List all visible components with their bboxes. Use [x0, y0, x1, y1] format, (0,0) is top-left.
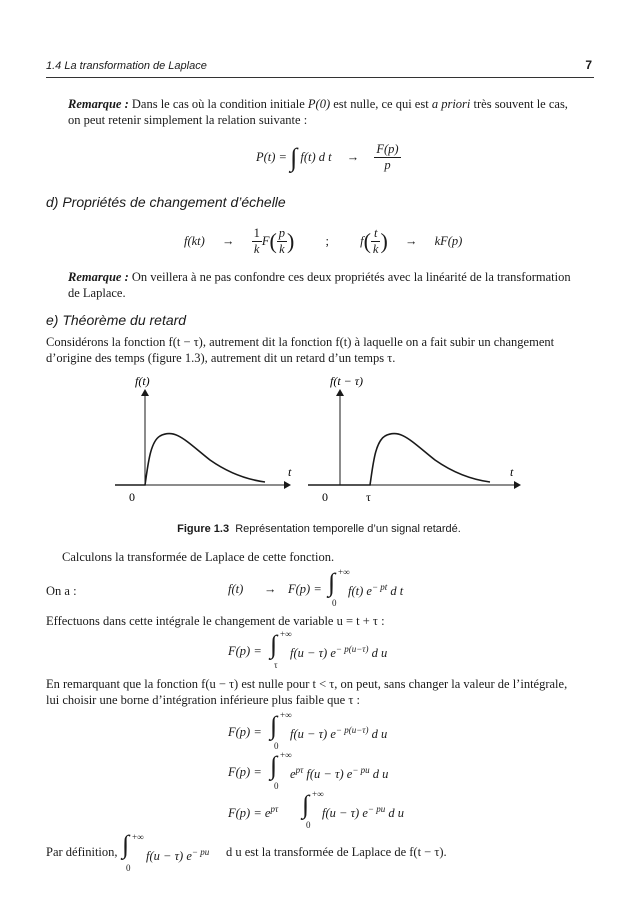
remark-line1: En remarquant que la fonction f(u − τ) est nulle pour t < τ, on peut, sans changer la valeur de l’intégrale,	[46, 677, 568, 691]
figure-caption-label: Figure 1.3	[177, 523, 230, 535]
eq2-integrand-text: f(u − τ) e	[290, 646, 336, 661]
integral-sign: ∫	[270, 711, 278, 740]
left-paren: (	[363, 228, 371, 254]
remark-linearity	[68, 269, 594, 301]
scale-rhs2: kF(p)	[434, 234, 463, 248]
eq-p-num: F(p)	[376, 142, 399, 156]
eq4-du: d u	[372, 767, 389, 782]
eq5-integrand-text: f(u − τ) e	[322, 806, 368, 821]
eq3-integrand	[290, 725, 387, 742]
eq1-mid: F(p) =	[288, 582, 322, 596]
eq5-lhs-wrap	[228, 804, 278, 821]
eq4-e: e	[290, 767, 296, 782]
scale-inner-frac	[277, 226, 287, 257]
eq3-exponent: − p(u−τ)	[335, 725, 369, 735]
eq1-integrand-text: f(t) e	[348, 584, 372, 599]
left-origin-label: 0	[129, 490, 135, 504]
para-e-line2: d’origine des temps (figure 1.3), autrement dit un retard d’un temps τ.	[46, 351, 396, 365]
eq4-integrand-text: f(u − τ) e	[306, 767, 353, 782]
def-integrand	[146, 844, 209, 864]
integral-sign: ∫	[270, 751, 278, 780]
eq5-lower-limit: 0	[306, 820, 311, 830]
paragraph-lower-bound	[46, 676, 594, 708]
eq5-du: d u	[388, 806, 404, 821]
equation-factored-inside	[228, 750, 448, 793]
equation-factored-outside	[228, 789, 458, 832]
eq5-exponent2: − pu	[367, 804, 386, 814]
eq4-exponent1: pτ	[295, 765, 304, 775]
arrow-icon: →	[264, 582, 277, 596]
eq2-upper-limit: +∞	[280, 629, 292, 639]
eq1-lower-limit: 0	[332, 598, 337, 608]
scale-lhs1: f(kt)	[184, 234, 205, 248]
eq5-integrand	[322, 804, 404, 821]
remark-label: Remarque :	[68, 270, 129, 284]
figure-delayed-signal	[100, 370, 540, 510]
remark-text-c: très souvent le cas,	[470, 97, 568, 111]
eq2-du: d u	[371, 646, 388, 661]
right-delay-label: τ	[366, 490, 371, 504]
remark-p0: P(0)	[307, 97, 331, 111]
integral-sign: ∫	[290, 142, 298, 172]
eq-p-integrand: f(t) d t	[300, 150, 332, 164]
scale-frac-den: k	[253, 242, 260, 256]
remark-text-a: Dans le cas où la condition initiale	[131, 97, 308, 111]
scale-separator: ;	[325, 234, 329, 248]
eq5-exponent1: pτ	[270, 804, 279, 814]
left-paren: (	[269, 228, 277, 254]
def-lower-limit: 0	[126, 863, 131, 873]
ona-label: On a :	[46, 584, 77, 598]
equation-laplace-def	[228, 567, 448, 610]
integral-sign: ∫	[270, 630, 278, 659]
remark-line2: lui choisir une borne d’intégration inférieure plus faible que τ :	[46, 693, 360, 707]
eq2-exponent: − p(u−τ)	[335, 644, 369, 654]
eq4-lower-limit: 0	[274, 781, 279, 791]
scale-F: F	[261, 234, 270, 248]
remark2-text-a: On veillera à ne pas confondre ces deux propriétés avec la linéarité de la transformation	[131, 270, 571, 284]
right-signal-curve	[308, 433, 490, 485]
right-origin-label: 0	[322, 490, 328, 504]
remark2-text-b: de Laplace.	[68, 286, 126, 300]
change-variable-text: Effectuons dans cette intégrale le changement de variable u = t + τ :	[46, 614, 385, 628]
paragraph-delay-intro	[46, 334, 594, 366]
eq2-lhs: F(p) =	[228, 644, 262, 658]
left-y-label: f(t)	[135, 374, 150, 388]
scale-f2: f	[360, 234, 364, 248]
figure-caption-text: Représentation temporelle d’un signal retardé.	[235, 523, 461, 535]
def-text-a: Par définition,	[46, 845, 118, 859]
def-upper-limit: +∞	[132, 832, 144, 842]
eq3-integrand-text: f(u − τ) e	[290, 727, 336, 742]
equation-scale	[184, 226, 462, 262]
para-e-line1: Considérons la fonction f(t − τ), autrement dit la fonction f(t) à laquelle on a fait subir un changement	[46, 335, 555, 349]
remark-initial-condition	[68, 96, 594, 128]
eq4-integrand	[290, 765, 388, 782]
def-integrand-text: f(u − τ) e	[146, 849, 192, 864]
left-x-label: t	[288, 465, 292, 479]
eq1-upper-limit: +∞	[338, 567, 350, 577]
eq3-lhs: F(p) =	[228, 725, 262, 739]
eq4-upper-limit: +∞	[280, 750, 292, 760]
eq-p-lhs: P(t) =	[256, 150, 287, 164]
section-e-heading: e) Théorème du retard	[46, 312, 187, 328]
right-paren: )	[380, 228, 388, 254]
def-exponent: − pu	[191, 847, 210, 857]
def-text-b: d u est la transformée de Laplace de f(t − τ).	[226, 845, 447, 859]
eq1-integrand	[348, 582, 403, 599]
scale-inner-den: k	[279, 242, 285, 256]
scale-one-over-k	[252, 226, 262, 257]
eq1-dt: d t	[390, 584, 404, 599]
eq4-exponent2: − pu	[352, 765, 370, 775]
scale-inner-num: p	[278, 226, 286, 240]
eq5-lhs: F(p) = e	[228, 806, 271, 821]
equation-p-of-t	[256, 142, 401, 178]
running-header-title: 1.4 La transformation de Laplace	[46, 60, 207, 72]
arrow-icon: →	[221, 234, 235, 248]
eq3-du: d u	[371, 727, 388, 742]
figure-caption	[0, 523, 638, 535]
eq3-upper-limit: +∞	[280, 710, 292, 720]
eq3-lower-limit: 0	[274, 741, 279, 751]
eq1-lhs: f(t)	[228, 582, 244, 596]
eq4-lhs: F(p) =	[228, 765, 262, 779]
eq-p-fraction	[374, 142, 400, 173]
integral-sign: ∫	[302, 790, 310, 819]
remark-text-d: on peut retenir simplement la relation suivante :	[68, 113, 308, 127]
scale-frac-num: 1	[253, 226, 260, 240]
page-number: 7	[585, 58, 592, 72]
remark-label: Remarque :	[68, 97, 129, 111]
eq2-integrand	[290, 644, 387, 661]
arrow-icon: →	[346, 150, 360, 164]
right-x-label: t	[510, 465, 514, 479]
scale-inner2-den: k	[372, 242, 379, 256]
remark-apriori: a priori	[431, 97, 471, 111]
section-d-heading: d) Propriétés de changement d’échelle	[46, 194, 286, 210]
eq1-exponent: − pt	[371, 582, 388, 592]
scale-inner2-num: t	[371, 226, 381, 242]
equation-lower-zero	[228, 710, 448, 753]
right-paren: )	[287, 228, 295, 254]
eq2-lower-limit: τ	[274, 660, 278, 670]
eq-p-den: p	[384, 158, 391, 172]
equation-substituted	[228, 629, 448, 672]
remark-text-b: est nulle, ce qui est	[330, 97, 432, 111]
integral-sign: ∫	[328, 568, 336, 597]
right-y-label: f(t − τ)	[330, 374, 364, 388]
arrow-icon: →	[404, 234, 418, 248]
header-rule	[46, 77, 594, 78]
definition-line	[46, 832, 594, 872]
integral-sign: ∫	[122, 830, 130, 859]
calc-intro: Calculons la transformée de Laplace de cette fonction.	[62, 550, 335, 564]
left-signal-curve	[115, 433, 265, 485]
eq5-upper-limit: +∞	[312, 789, 324, 799]
